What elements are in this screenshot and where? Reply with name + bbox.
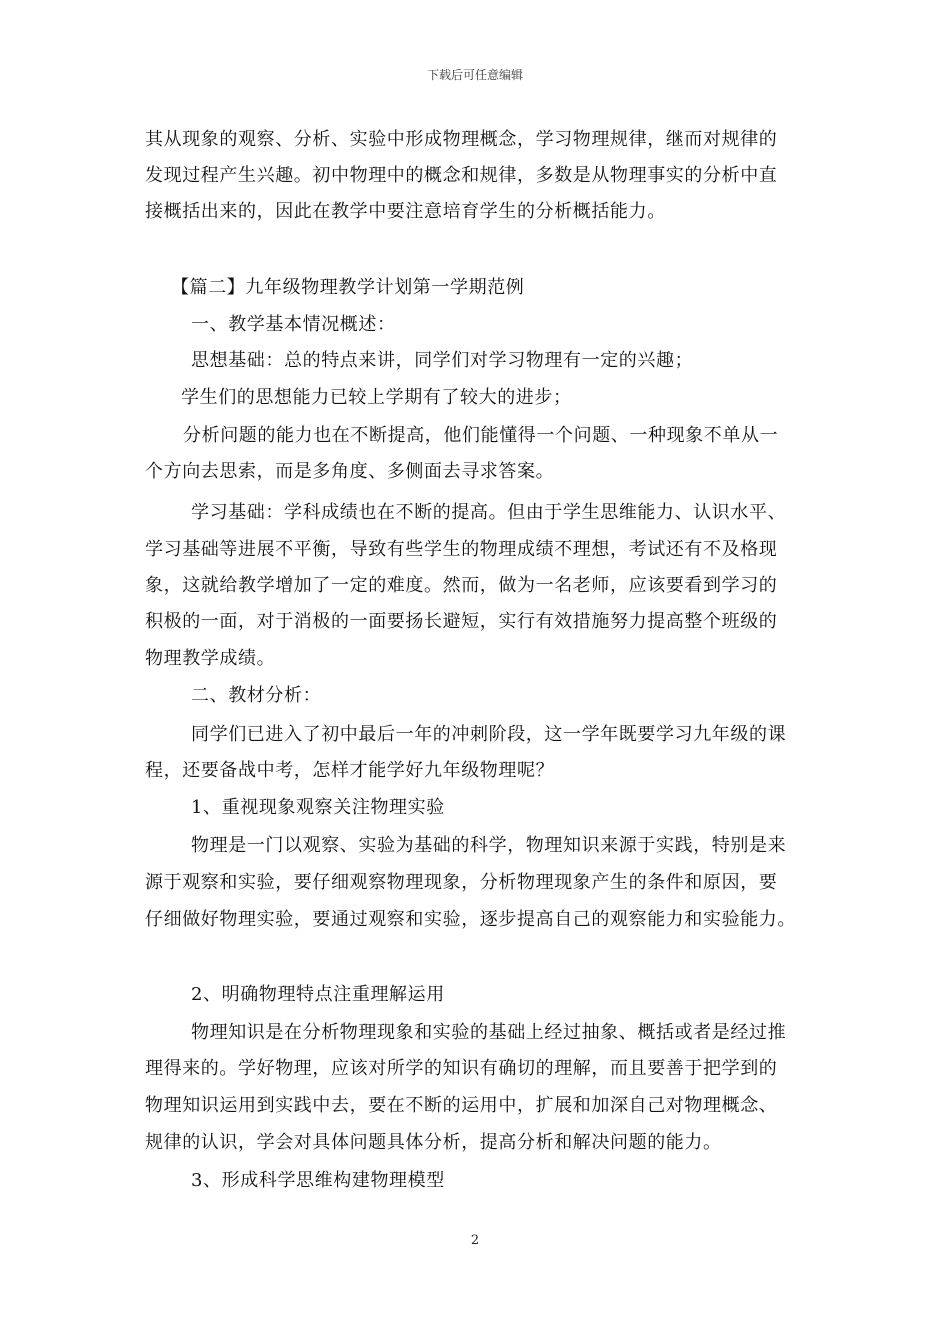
text-line: 学习基础等进展不平衡，导致有些学生的物理成绩不理想，考试还有不及格现 bbox=[145, 539, 778, 560]
text-line: 分析问题的能力也在不断提高，他们能懂得一个问题、一种现象不单从一 bbox=[183, 425, 779, 446]
text-line: 2、明确物理特点注重理解运用 bbox=[191, 984, 445, 1005]
text-line: 理得来的。学好物理，应该对所学的知识有确切的理解，而且要善于把学到的 bbox=[145, 1058, 778, 1079]
text-line: 物理知识运用到实践中去，要在不断的运用中，扩展和加深自己对物理概念、 bbox=[145, 1095, 778, 1116]
text-line: 物理知识是在分析物理现象和实验的基础上经过抽象、概括或者是经过推 bbox=[191, 1022, 787, 1043]
text-line: 思想基础：总的特点来讲，同学们对学习物理有一定的兴趣； bbox=[191, 350, 694, 371]
page-header: 下载后可任意编辑 bbox=[426, 68, 523, 82]
text-line: 接概括出来的，因此在教学中要注意培育学生的分析概括能力。 bbox=[145, 201, 666, 222]
text-line: 规律的认识，学会对具体问题具体分析，提高分析和解决问题的能力。 bbox=[145, 1132, 722, 1153]
text-line: 源于观察和实验，要仔细观察物理现象，分析物理现象产生的条件和原因，要 bbox=[145, 872, 778, 893]
text-line: 一、教学基本情况概述： bbox=[191, 314, 396, 335]
text-line: 象，这就给教学增加了一定的难度。然而，做为一名老师，应该要看到学习的 bbox=[145, 575, 778, 596]
text-line: 物理教学成绩。 bbox=[145, 648, 276, 669]
text-line: 仔细做好物理实验，要通过观察和实验，逐步提高自己的观察能力和实验能力。 bbox=[145, 909, 796, 930]
text-line: 同学们已进入了初中最后一年的冲刺阶段，这一学年既要学习九年级的课 bbox=[191, 724, 787, 745]
text-line: 物理是一门以观察、实验为基础的科学，物理知识来源于实践，特别是来 bbox=[191, 835, 787, 856]
text-line: 3、形成科学思维构建物理模型 bbox=[191, 1170, 445, 1191]
page-number: 2 bbox=[470, 1233, 480, 1248]
text-line: 发现过程产生兴趣。初中物理中的概念和规律，多数是从物理事实的分析中直 bbox=[145, 165, 778, 186]
text-line: 学习基础：学科成绩也在不断的提高。但由于学生思维能力、认识水平、 bbox=[191, 502, 787, 523]
text-line: 积极的一面，对于消极的一面要扬长避短，实行有效措施努力提高整个班级的 bbox=[145, 611, 778, 632]
text-line: 二、教材分析： bbox=[191, 685, 322, 706]
text-line: 其从现象的观察、分析、实验中形成物理概念，学习物理规律，继而对规律的 bbox=[145, 129, 778, 150]
section-heading: 【篇二】九年级物理教学计划第一学期范例 bbox=[171, 277, 525, 298]
text-line: 程，还要备战中考，怎样才能学好九年级物理呢？ bbox=[145, 760, 555, 781]
text-line: 个方向去思索，而是多角度、多侧面去寻求答案。 bbox=[145, 461, 555, 482]
text-line: 1、重视现象观察关注物理实验 bbox=[191, 797, 445, 818]
text-line: 学生们的思想能力已较上学期有了较大的进步； bbox=[181, 387, 572, 408]
